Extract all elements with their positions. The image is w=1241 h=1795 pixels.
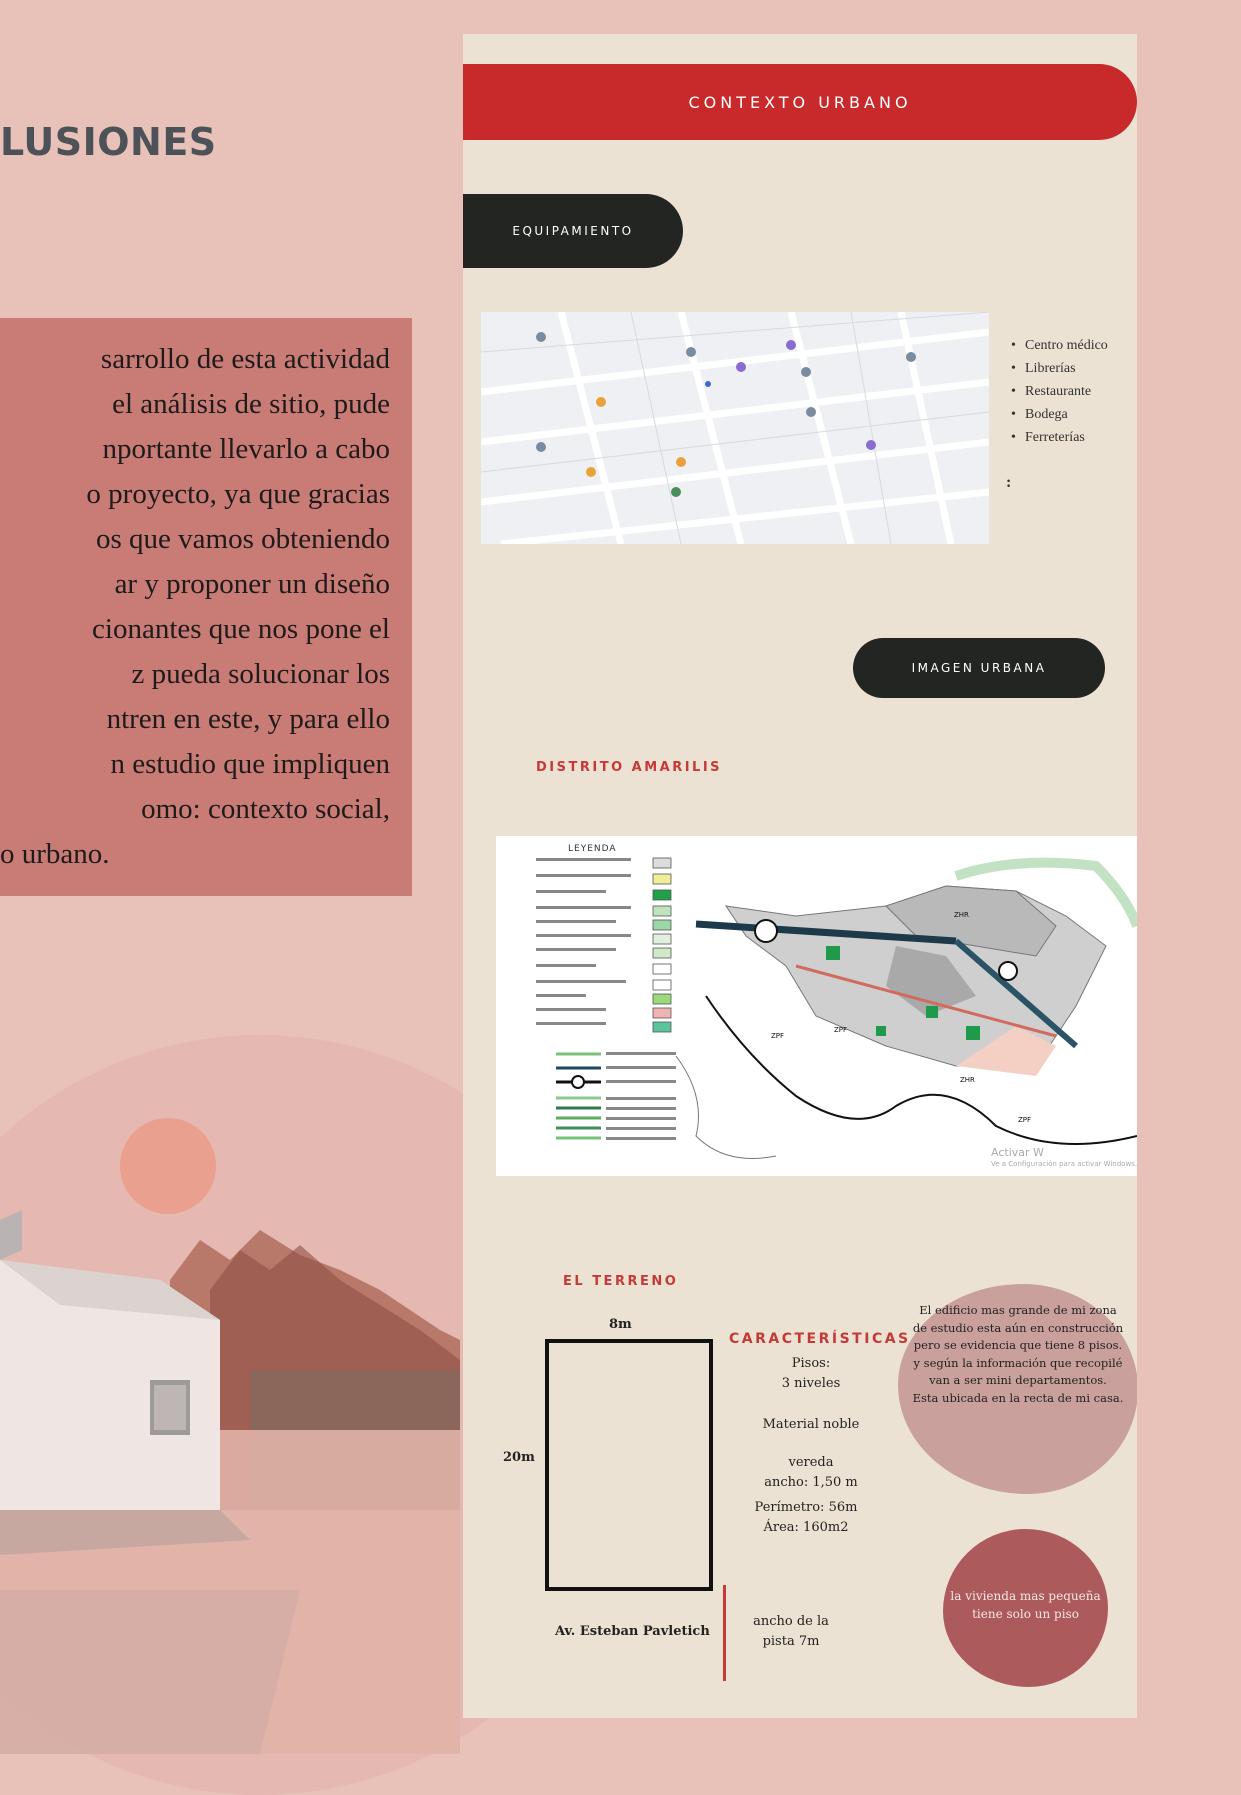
zone-label: ZHR (960, 1076, 975, 1084)
amenity-item: • Bodega (1011, 403, 1131, 426)
paragraph-line: nportante llevarlo a cabo (102, 433, 390, 465)
sidewalk-info: vereda ancho: 1,50 m (764, 1455, 858, 1490)
amenity-item: • Centro médico (1011, 334, 1131, 357)
road-width-label: ancho de la pista 7m (753, 1614, 829, 1649)
paragraph-line: el análisis de sitio, pude (112, 388, 390, 420)
paragraph-line: z pueda solucionar los (131, 658, 390, 690)
paragraph-line: sarrollo de esta actividad (100, 343, 390, 375)
terrain-title: EL TERRENO (563, 1274, 679, 1289)
paragraph-line: ar y proponer un diseño (114, 568, 390, 600)
equipment-label: EQUIPAMIENTO (463, 194, 683, 268)
note-bubble-small (943, 1529, 1108, 1687)
street-map-image (481, 312, 989, 544)
paragraph-line: o urbano. (0, 838, 110, 870)
street-name: Av. Esteban Pavletich (555, 1624, 710, 1639)
conclusions-heading: LUSIONES (0, 120, 217, 164)
note-large-text: El edificio mas grande de mi zona de estudio esta aún en construcción pero se evidencia que tiene 8 pisos. y según la información que recopilé van a ser mini departamentos. Esta ubicada en la recta de mi casa. (912, 1303, 1124, 1405)
zone-label: ZPF (1018, 1116, 1032, 1124)
floors-info: Pisos: 3 niveles (781, 1356, 841, 1391)
paragraph-line: ntren en este, y para ello (106, 703, 390, 735)
amenity-item: • Ferreterías (1011, 426, 1131, 449)
lot-length-label: 20m (503, 1450, 535, 1465)
sun-decoration (120, 1118, 216, 1214)
note-bubble-large (898, 1284, 1137, 1494)
perimeter-area-info: Perímetro: 56m Área: 160m2 (754, 1500, 858, 1535)
os-activation-watermark-sub: Ve a Configuración para activar Windows. (991, 1160, 1137, 1168)
house-landscape-image (0, 1210, 460, 1754)
material-info: Material noble (762, 1417, 860, 1432)
lot-outline (545, 1339, 713, 1591)
features-title: CARACTERÍSTICAS (729, 1331, 911, 1347)
district-zoning-plan (496, 836, 1137, 1176)
zone-label: ZHR (954, 911, 969, 919)
note-small-text: la vivienda mas pequeña tiene solo un piso (950, 1589, 1101, 1621)
paragraph-line: cionantes que nos pone el (92, 613, 390, 645)
os-activation-watermark: Activar W (991, 1146, 1044, 1159)
legend-title: LEYENDA (568, 844, 617, 854)
paragraph-line: os que vamos obteniendo (96, 523, 390, 555)
context-banner: CONTEXTO URBANO (463, 64, 1137, 140)
paragraph-line: omo: contexto social, (141, 793, 390, 825)
zoning-plan-drawing (496, 836, 1137, 1176)
amenity-item: • Librerías (1011, 357, 1131, 380)
lot-width-label: 8m (609, 1317, 632, 1332)
paragraph-line: o proyecto, ya que gracias (86, 478, 390, 510)
road-edge-line (723, 1585, 726, 1681)
list-continuation: : (1006, 474, 1012, 491)
zone-label: ZPF (834, 1026, 848, 1034)
conclusions-text-box (0, 318, 412, 896)
urban-context-panel (463, 34, 1137, 1718)
urban-image-label: IMAGEN URBANA (853, 638, 1105, 698)
zone-label: ZPF (771, 1032, 785, 1040)
amenities-list (1011, 334, 1131, 449)
paragraph-line: n estudio que impliquen (110, 748, 390, 780)
amenity-item: • Restaurante (1011, 380, 1131, 403)
district-title: DISTRITO AMARILIS (536, 760, 723, 775)
